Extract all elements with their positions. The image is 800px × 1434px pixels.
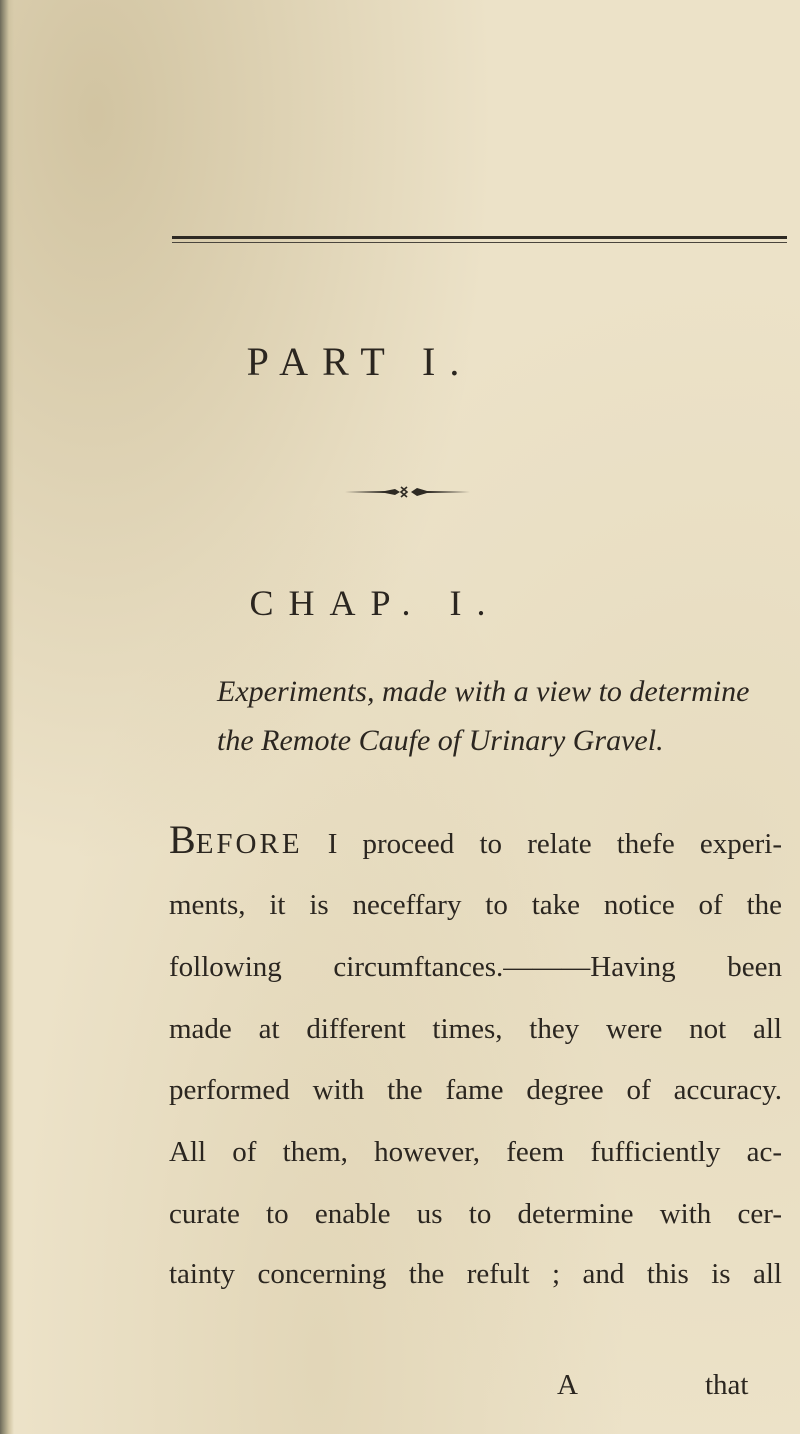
chapter-title: CHAP. I. bbox=[249, 583, 501, 623]
opening-word: EFORE bbox=[195, 828, 303, 860]
body-line: performed with the fame degree of accuracy. bbox=[169, 1074, 782, 1106]
body-line: ments, it is neceffary to take notice of the bbox=[169, 889, 782, 921]
drop-cap: B bbox=[169, 817, 196, 862]
body-line: made at different times, they were not all bbox=[169, 1013, 782, 1045]
body-line: All of them, however, feem fufficiently ac- bbox=[169, 1136, 782, 1168]
signature-mark: A bbox=[557, 1369, 578, 1401]
body-line: tainty concerning the refult ; and this is all bbox=[169, 1258, 782, 1290]
subtitle-line: the Remote Caufe of Urinary Gravel. bbox=[217, 724, 664, 757]
subtitle-line: Experiments, made with a view to determine bbox=[217, 675, 750, 708]
body-line: curate to enable us to determine with cer- bbox=[169, 1198, 782, 1230]
header-rule bbox=[172, 236, 787, 243]
catchword: that bbox=[705, 1369, 749, 1401]
body-line: following circumftances.———Having been bbox=[169, 951, 782, 983]
page-gutter-shadow bbox=[0, 0, 14, 1434]
part-title: PART I. bbox=[246, 339, 474, 384]
first-line-text: I proceed to relate thefe experi- bbox=[302, 828, 782, 860]
body-line-first bbox=[169, 817, 782, 862]
ornament-divider-icon bbox=[345, 485, 470, 499]
